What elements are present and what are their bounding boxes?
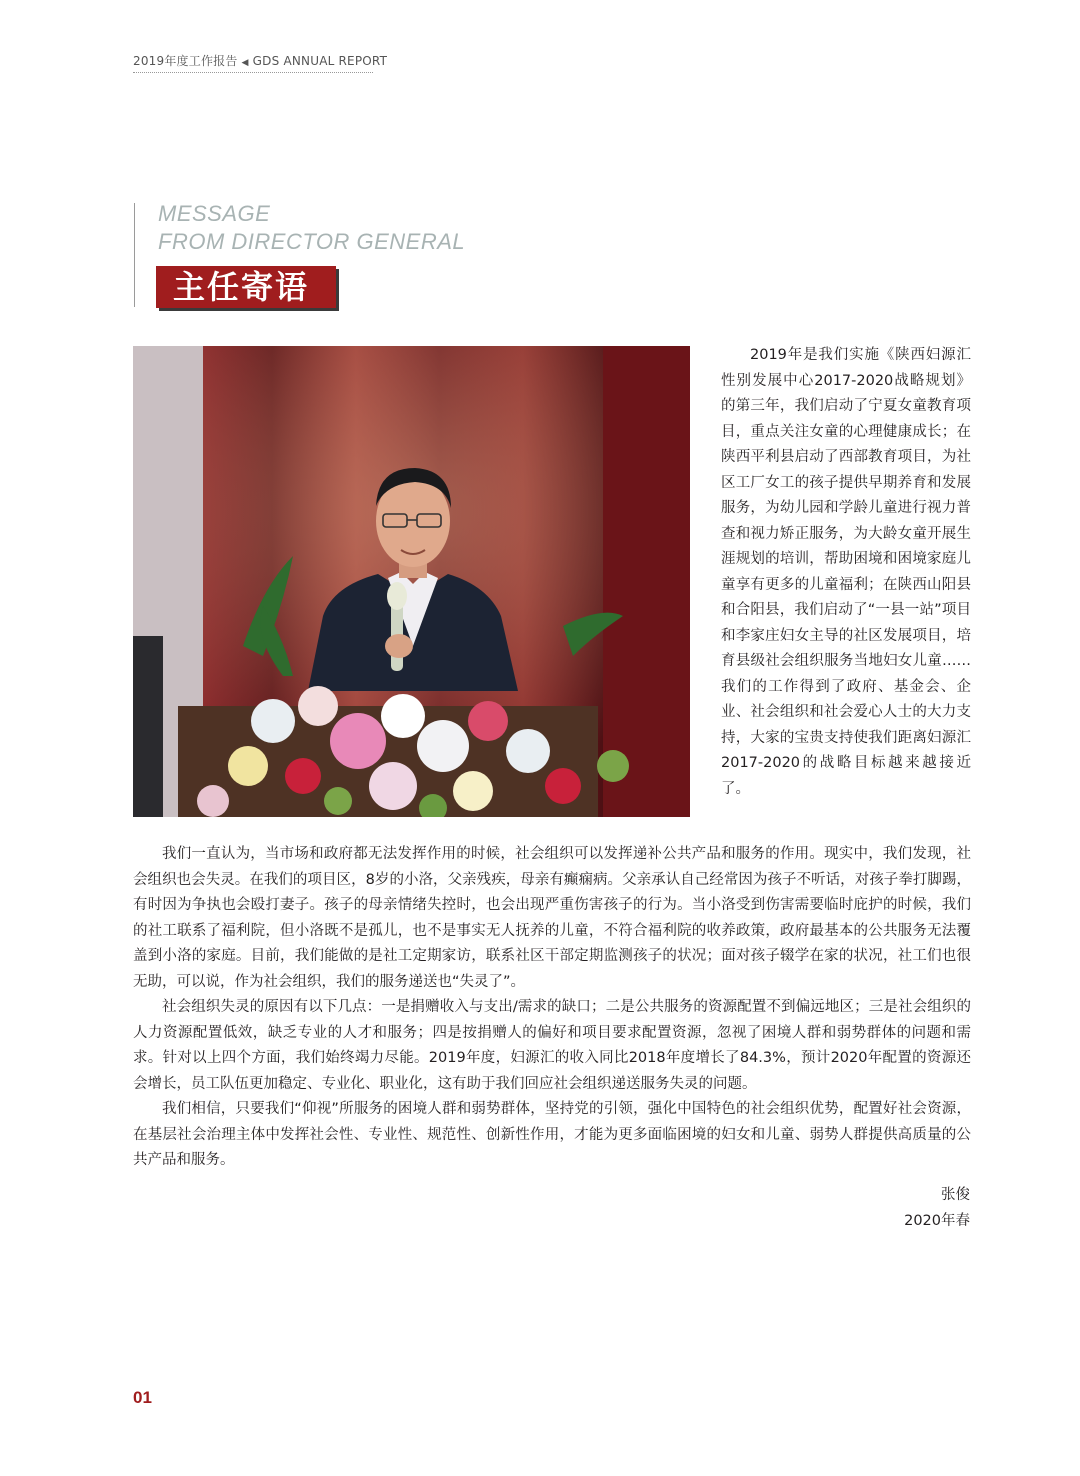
section-title-chinese: 主任寄语 — [173, 268, 310, 306]
section-title-chinese-box — [156, 266, 336, 308]
section-title-en-line1: MESSAGE — [158, 201, 271, 226]
signature — [904, 1183, 970, 1234]
signature-name: 张俊 — [941, 1187, 970, 1203]
photo-illustration — [133, 346, 690, 817]
paragraph-1: 我们一直认为，当市场和政府都无法发挥作用的时候，社会组织可以发挥递补公共产品和服务的作用。现实中，我们发现，社会组织也会失灵。在我们的项目区，8岁的小洛，父亲残疾，母亲有癫痫病。父亲承认自己经常因为孩子不听话，对孩子拳打脚踢，有时因为争执也会殴打妻子。孩子的母亲情绪失控时，也会出现严重伤害孩子的行为。当小洛受到伤害需要临时庇护的时候，我们的社工联系了福利院，但小洛既不是孤儿，也不是事实无人抚养的儿童，不符合福利院的收养政策，政府最基本的公共服务无法覆盖到小洛的家庭。目前，我们能做的是社工定期家访，联系社区干部定期监测孩子的状况；面对孩子辍学在家的状况，社工们也很无助，可以说，作为社会组织，我们的服务递送也“失灵了”。 — [133, 846, 971, 990]
director-speaking-photo — [133, 346, 690, 817]
left-triangle-icon: ◀ — [241, 58, 249, 68]
intro-paragraph — [721, 343, 971, 802]
paragraph-3: 我们相信，只要我们“仰视”所服务的困境人群和弱势群体，坚持党的引领，强化中国特色的社会组织优势，配置好社会资源，在基层社会治理主体中发挥社会性、专业性、规范性、创新性作用，才能为更多面临困境的妇女和儿童、弱势人群提供高质量的公共产品和服务。 — [133, 1101, 971, 1168]
section-title-english — [158, 200, 465, 256]
org-annual-report: GDS ANNUAL REPORT — [252, 54, 388, 68]
title-divider — [134, 203, 135, 307]
intro-paragraph-text: 2019年是我们实施《陕西妇源汇性别发展中心2017-2020战略规划》的第三年，我们启动了宁夏女童教育项目，重点关注女童的心理健康成长；在陕西平利县启动了西部教育项目，为社区工厂女工的孩子提供早期养育和发展服务，为幼儿园和学龄儿童进行视力普查和视力矫正服务，为大龄女童开展生涯规划的培训，帮助困境和困境家庭儿童享有更多的儿童福利；在陕西山阳县和合阳县，我们启动了“一县一站”项目和李家庄妇女主导的社区发展项目，培育县级社会组织服务当地妇女儿童……我们的工作得到了政府、基金会、企业、社会组织和社会爱心人士的大力支持，大家的宝贵支持使我们距离妇源汇2017-2020的战略目标越来越接近了。 — [721, 347, 971, 797]
body-text — [133, 842, 971, 1174]
paragraph-2: 社会组织失灵的原因有以下几点：一是捐赠收入与支出/需求的缺口；二是公共服务的资源配置不到偏远地区；三是社会组织的人力资源配置低效，缺乏专业的人才和服务；四是按捐赠人的偏好和项目要求配置资源，忽视了困境人群和弱势群体的问题和需求。针对以上四个方面，我们始终竭力尽能。2019年度，妇源汇的收入同比2018年度增长了84.3%，预计2020年配置的资源还会增长，员工队伍更加稳定、专业化、职业化，这有助于我们回应社会组织递送服务失灵的问题。 — [133, 999, 971, 1092]
signature-date: 2020年春 — [904, 1212, 970, 1229]
page-number: 01 — [133, 1388, 152, 1407]
report-title: 2019年度工作报告 — [133, 54, 238, 68]
running-header — [133, 52, 388, 73]
section-title-en-line2: FROM DIRECTOR GENERAL — [158, 229, 466, 254]
